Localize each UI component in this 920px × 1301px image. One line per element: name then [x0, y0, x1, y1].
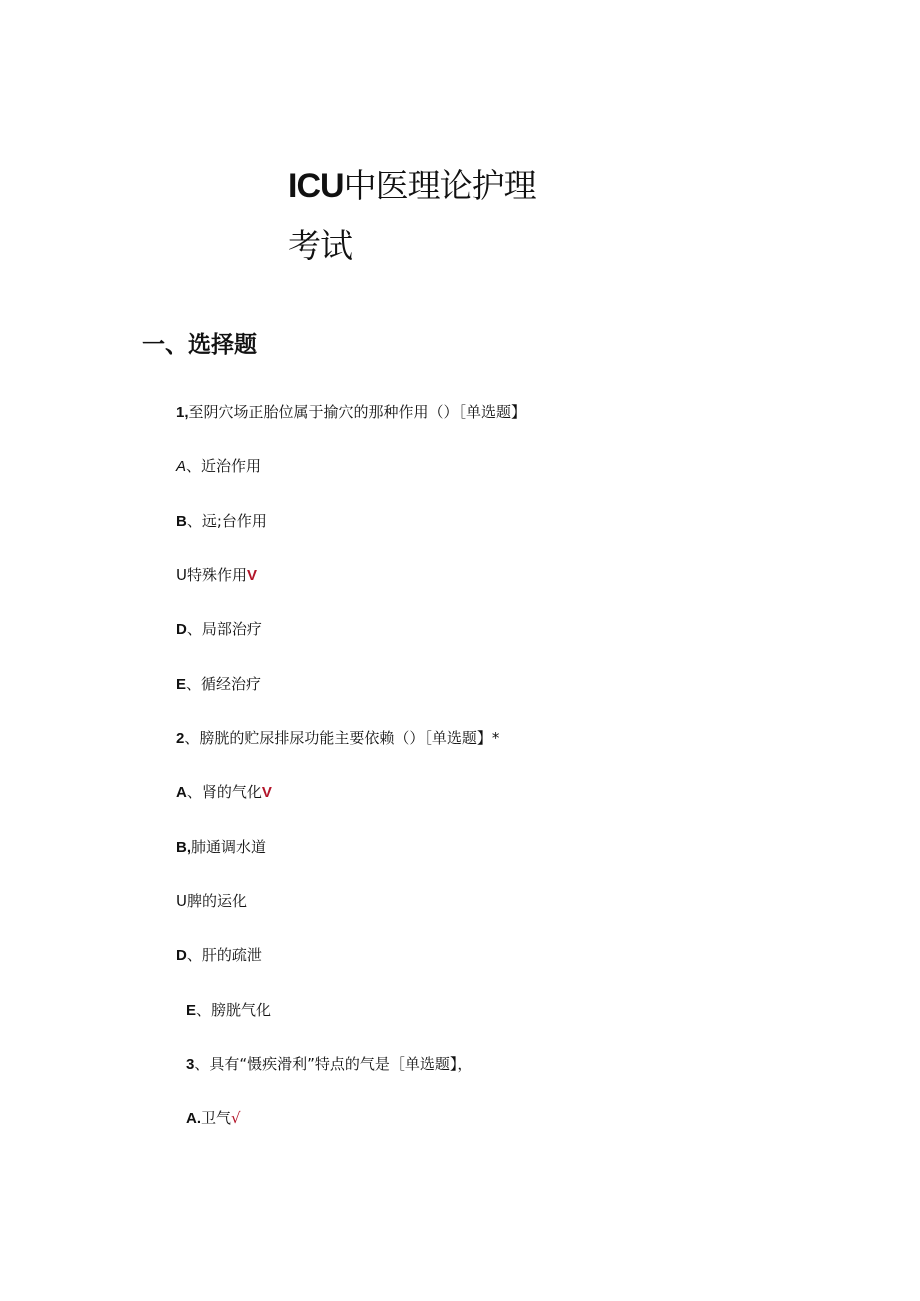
- option-label: A: [176, 784, 187, 801]
- question-3-option-a: [186, 1108, 241, 1129]
- option-separator: 、: [196, 1001, 212, 1019]
- option-label: D: [176, 947, 187, 964]
- option-label: B,: [176, 839, 191, 856]
- option-text: 近治作用: [201, 457, 262, 475]
- option-text: 膀胱气化: [211, 1001, 272, 1019]
- question-1-option-d: [176, 619, 262, 640]
- correct-answer-mark: V: [261, 784, 272, 801]
- option-separator: 、: [186, 512, 202, 530]
- option-text: 肝的疏泄: [201, 946, 262, 964]
- option-separator: 、: [186, 783, 202, 801]
- question-1: [176, 402, 526, 423]
- question-2-option-c: [176, 891, 247, 911]
- option-label: D: [176, 621, 187, 638]
- option-label: B: [176, 513, 187, 530]
- option-text: 脾的运化: [186, 892, 247, 910]
- question-1-option-e: [176, 674, 261, 695]
- option-label: E: [176, 676, 187, 693]
- option-label: A: [176, 458, 187, 475]
- correct-answer-mark: √: [231, 1109, 241, 1127]
- option-separator: 、: [186, 675, 202, 693]
- question-1-option-b: [176, 511, 267, 532]
- option-text: 特殊作用: [186, 566, 247, 584]
- document-title-line-2: 考试: [288, 226, 352, 265]
- question-1-option-a: [176, 456, 261, 477]
- option-text: 局部治疗: [201, 620, 262, 638]
- option-separator: 、: [186, 620, 202, 638]
- question-number: 2: [176, 730, 185, 747]
- title-latin-part: ICU: [288, 167, 344, 205]
- section-heading: 一、选择题: [142, 332, 257, 358]
- question-number: 3: [186, 1056, 195, 1073]
- title-chinese-part: 中医理论护理: [343, 166, 536, 205]
- option-label: U: [176, 892, 187, 910]
- question-2: [176, 728, 499, 749]
- question-2-option-b: [176, 837, 266, 858]
- option-separator: 、: [186, 946, 202, 964]
- option-text: 卫气: [201, 1109, 232, 1127]
- option-text: 远;台作用: [201, 512, 267, 530]
- option-label: E: [186, 1002, 197, 1019]
- question-3: [186, 1054, 472, 1075]
- question-text: 至阴穴场正胎位属于揄穴的那种作用（）［单选题】: [188, 403, 527, 421]
- option-label: A.: [186, 1110, 201, 1127]
- question-text: 、膀胱的贮尿排尿功能主要依赖（）［单选题】*: [184, 729, 500, 747]
- option-label: U: [176, 566, 187, 584]
- question-2-option-a: [176, 782, 272, 803]
- option-text: 循经治疗: [201, 675, 262, 693]
- question-2-option-e: [186, 1000, 271, 1021]
- question-1-option-c: [176, 565, 257, 586]
- option-text: 肾的气化: [201, 783, 262, 801]
- document-title-line-1: [288, 160, 536, 207]
- question-number: 1,: [176, 404, 189, 421]
- correct-answer-mark: V: [247, 567, 258, 584]
- option-text: 肺通调水道: [191, 838, 267, 856]
- question-text: 、具有“慑疾滑利”特点的气是［单选题】，: [194, 1055, 473, 1073]
- question-2-option-d: [176, 945, 262, 966]
- option-separator: 、: [186, 457, 202, 475]
